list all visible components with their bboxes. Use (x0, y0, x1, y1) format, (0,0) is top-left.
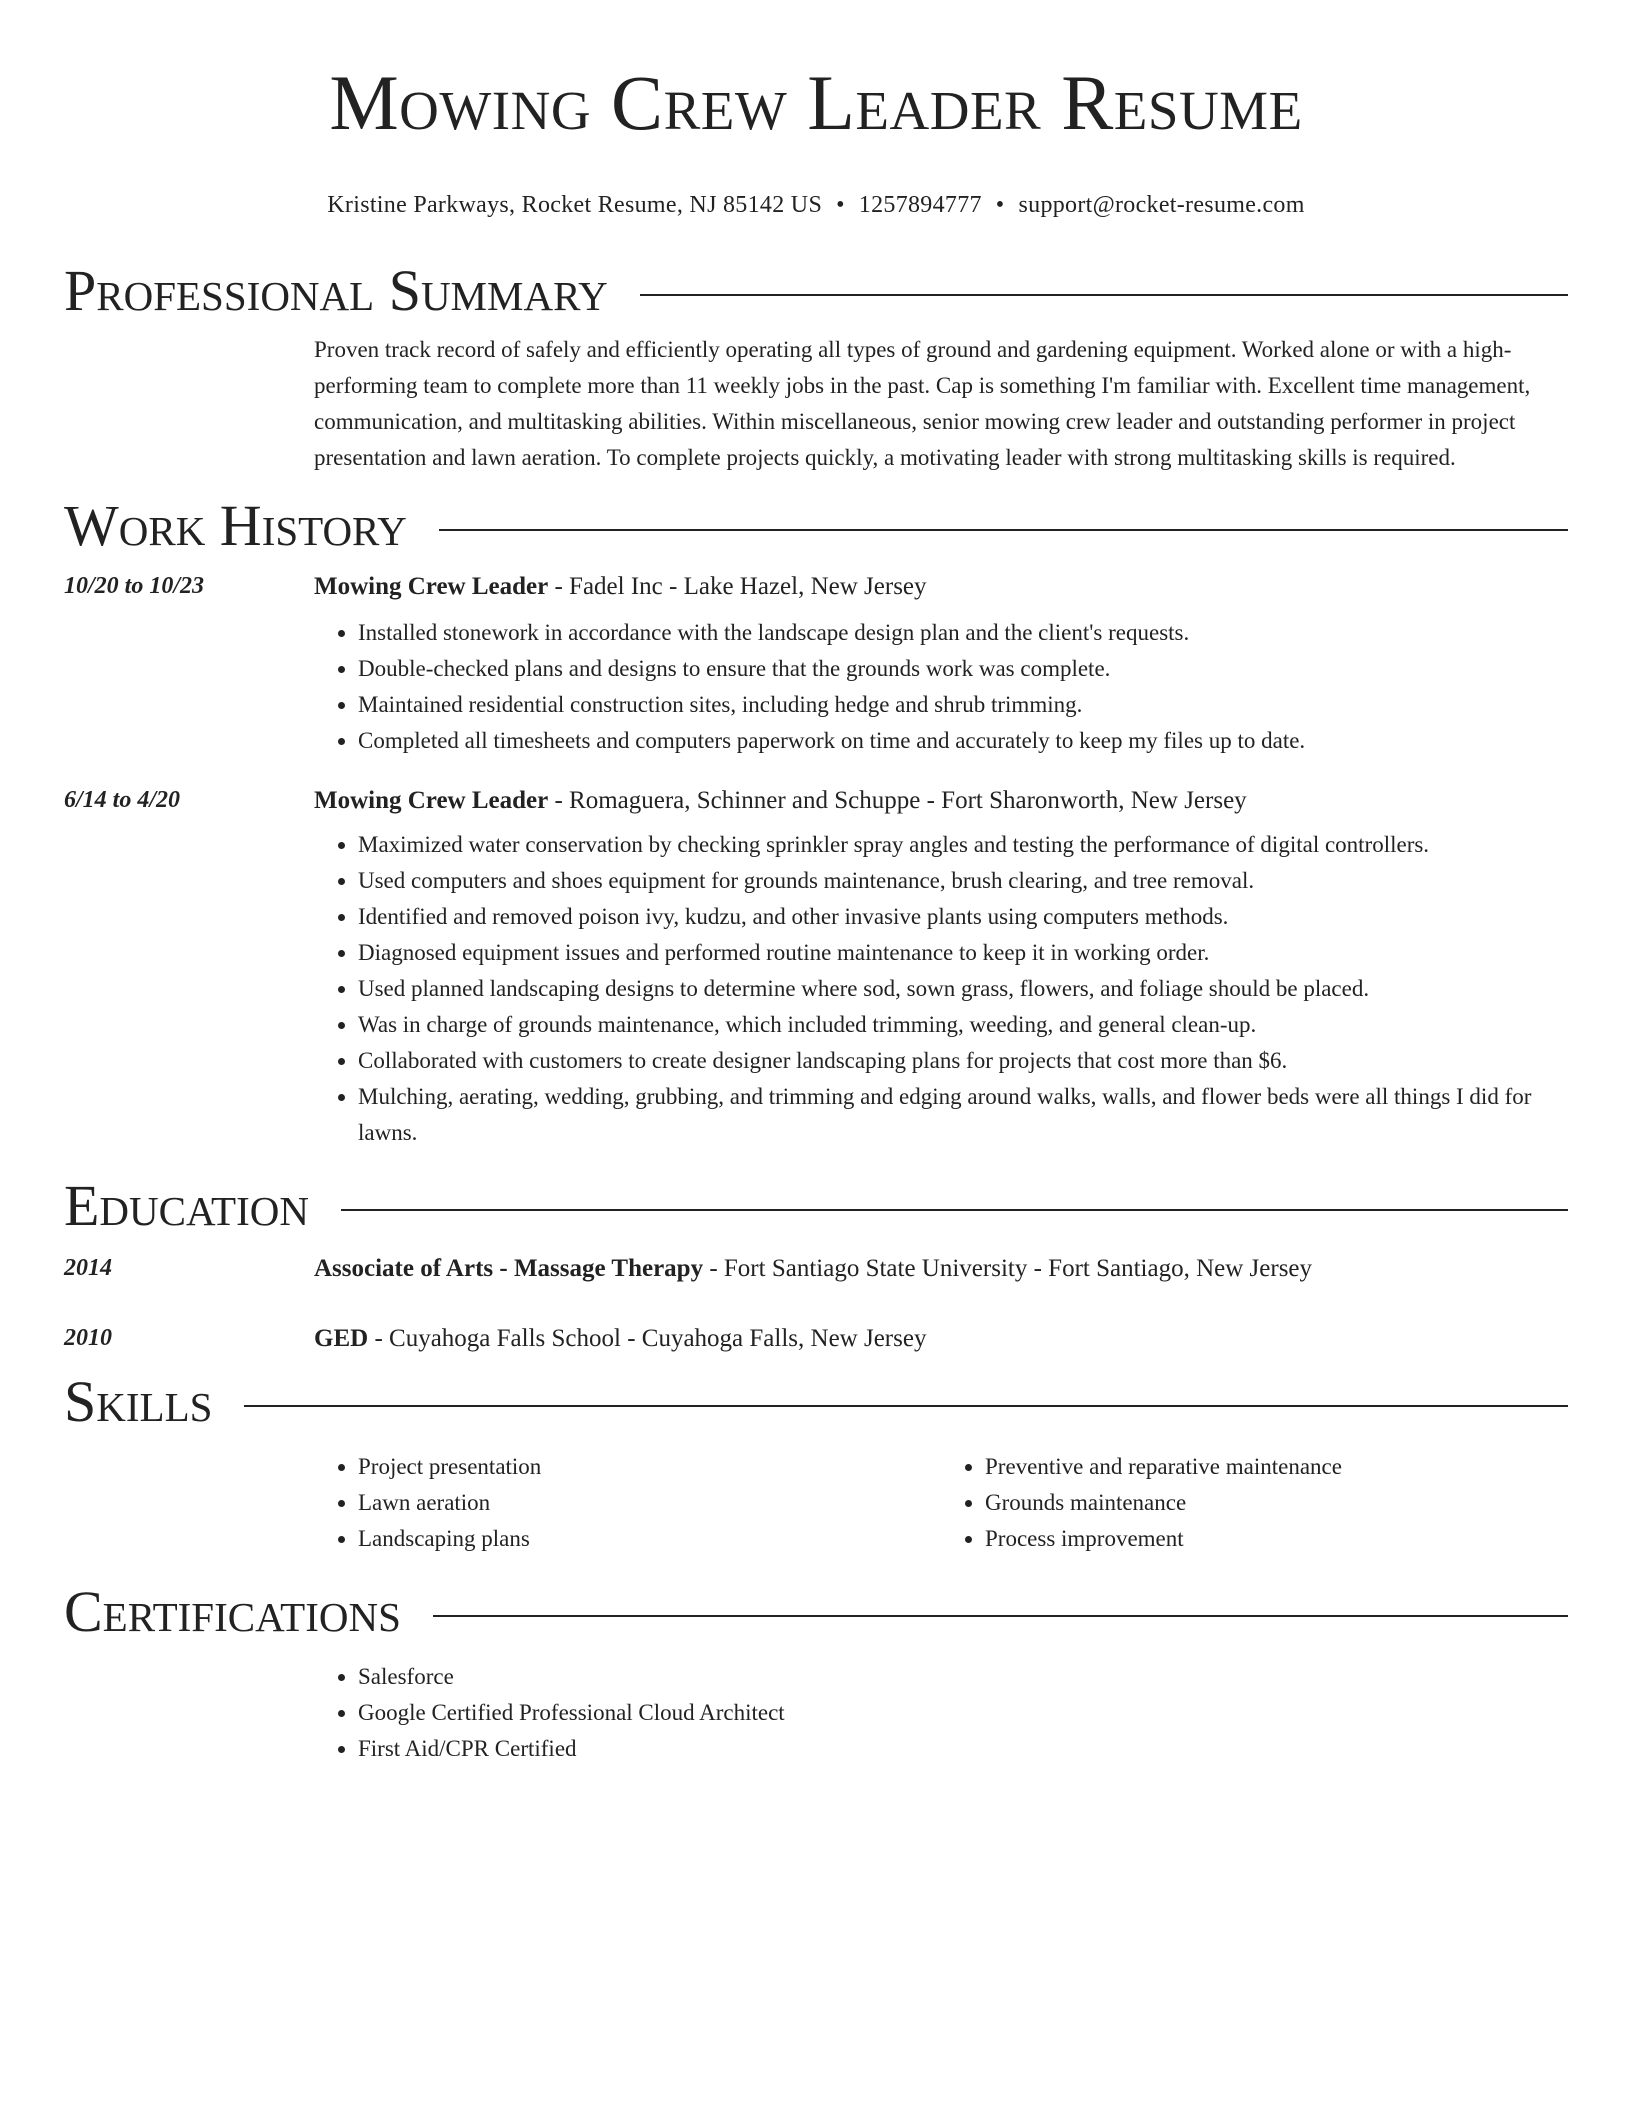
education-heading-line (314, 1255, 1312, 1283)
certifications-list (314, 1659, 1568, 1767)
list-item: • Project presentation (358, 1449, 941, 1485)
education-school: - Fort Santiago State University - Fort Santiago, New Jersey (703, 1255, 1313, 1282)
section-divider (439, 529, 1568, 531)
list-item: • Was in charge of grounds maintenance, which included trimming, weeding, and general clean-up. (358, 1007, 1568, 1043)
list-item: • Lawn aeration (358, 1485, 941, 1521)
work-dates: 6/14 to 4/20 (64, 787, 181, 813)
section-divider (433, 1615, 1568, 1617)
list-item: • First Aid/CPR Certified (358, 1731, 1568, 1767)
contact-address: Kristine Parkways, Rocket Resume, NJ 85142 US (327, 192, 823, 218)
list-item: • Collaborated with customers to create designer landscaping plans for projects that cost more than $6. (358, 1043, 1568, 1079)
resume-title: Mowing Crew Leader Resume (329, 59, 1303, 146)
list-item: • Preventive and reparative maintenance (985, 1449, 1568, 1485)
skills-grid (314, 1449, 1568, 1557)
list-item: • Installed stonework in accordance with the landscape design plan and the client's requests. (358, 615, 1568, 651)
education-entry (64, 1325, 1568, 1353)
summary-section (64, 258, 1568, 476)
skills-section (64, 1369, 1568, 1557)
education-degree: GED (314, 1325, 369, 1352)
list-item: • Identified and removed poison ivy, kudzu, and other invasive plants using computers methods. (358, 899, 1568, 935)
education-section (64, 1173, 1568, 1353)
education-heading: Education (64, 1173, 309, 1238)
work-heading-line (314, 573, 927, 601)
work-role: Mowing Crew Leader (314, 787, 549, 814)
skills-heading: Skills (64, 1369, 213, 1434)
summary-heading: Professional Summary (64, 258, 608, 323)
summary-heading-row (64, 258, 1568, 324)
work-heading: Work History (64, 493, 407, 558)
education-entry (64, 1255, 1568, 1283)
skills-heading-row (64, 1369, 1568, 1435)
contact-phone: 1257894777 (858, 192, 982, 218)
list-item: • Used computers and shoes equipment for grounds maintenance, brush clearing, and tree removal. (358, 863, 1568, 899)
list-item: • Mulching, aerating, wedding, grubbing, and trimming and edging around walks, walls, and flower beds were all things I did for lawns. (358, 1079, 1568, 1151)
work-entry (64, 787, 1568, 1151)
list-item: • Salesforce (358, 1659, 1568, 1695)
section-divider (640, 294, 1568, 296)
work-bullets (314, 615, 1568, 759)
work-heading-row (64, 493, 1568, 559)
work-employer: - Fadel Inc - Lake Hazel, New Jersey (548, 573, 927, 600)
work-heading-line (314, 787, 1247, 815)
education-year: 2010 (64, 1325, 112, 1351)
work-dates: 10/20 to 10/23 (64, 573, 205, 599)
education-heading-line (314, 1325, 926, 1353)
work-employer: - Romaguera, Schinner and Schuppe - Fort Sharonworth, New Jersey (548, 787, 1247, 814)
list-item: • Completed all timesheets and computers paperwork on time and accurately to keep my files up to date. (358, 723, 1568, 759)
contact-line (0, 192, 1632, 219)
section-divider (341, 1209, 1568, 1211)
skills-list-left (314, 1449, 941, 1557)
certifications-heading-row (64, 1579, 1568, 1645)
education-year: 2014 (64, 1255, 112, 1281)
list-item: • Double-checked plans and designs to ensure that the grounds work was complete. (358, 651, 1568, 687)
contact-email[interactable]: support@rocket-resume.com (1018, 192, 1305, 218)
work-bullets (314, 827, 1568, 1151)
education-heading-row (64, 1173, 1568, 1239)
contact-separator: • (995, 192, 1005, 218)
list-item: • Diagnosed equipment issues and performed routine maintenance to keep it in working order. (358, 935, 1568, 971)
contact-separator: • (836, 192, 845, 218)
certifications-section (64, 1579, 1568, 1767)
certifications-heading: Certifications (64, 1579, 401, 1644)
education-degree: Associate of Arts - Massage Therapy (314, 1255, 704, 1282)
education-school: - Cuyahoga Falls School - Cuyahoga Falls, New Jersey (368, 1325, 927, 1352)
list-item: • Landscaping plans (358, 1521, 941, 1557)
list-item: • Process improvement (985, 1521, 1568, 1557)
work-entry (64, 573, 1568, 759)
work-role: Mowing Crew Leader (314, 573, 549, 600)
list-item: • Grounds maintenance (985, 1485, 1568, 1521)
skills-list-right (941, 1449, 1568, 1557)
list-item: • Maximized water conservation by checking sprinkler spray angles and testing the performance of digital controllers. (358, 827, 1568, 863)
section-divider (244, 1405, 1568, 1407)
list-item: • Google Certified Professional Cloud Architect (358, 1695, 1568, 1731)
list-item: • Maintained residential construction sites, including hedge and shrub trimming. (358, 687, 1568, 723)
work-section (64, 493, 1568, 1151)
list-item: • Used planned landscaping designs to determine where sod, sown grass, flowers, and foliage should be placed. (358, 971, 1568, 1007)
summary-text: Proven track record of safely and efficiently operating all types of ground and gardening equipment. Worked alone or with a high-performing team to complete more than 11 weekly jobs in the past. Cap is something I'm familiar with. Excellent time management, communication, and multitasking abilities. Within miscellaneous, senior mowing crew leader and outstanding performer in project presentation and lawn aeration. To complete projects quickly, a motivating leader with strong multitasking skills is required. (314, 337, 1531, 470)
